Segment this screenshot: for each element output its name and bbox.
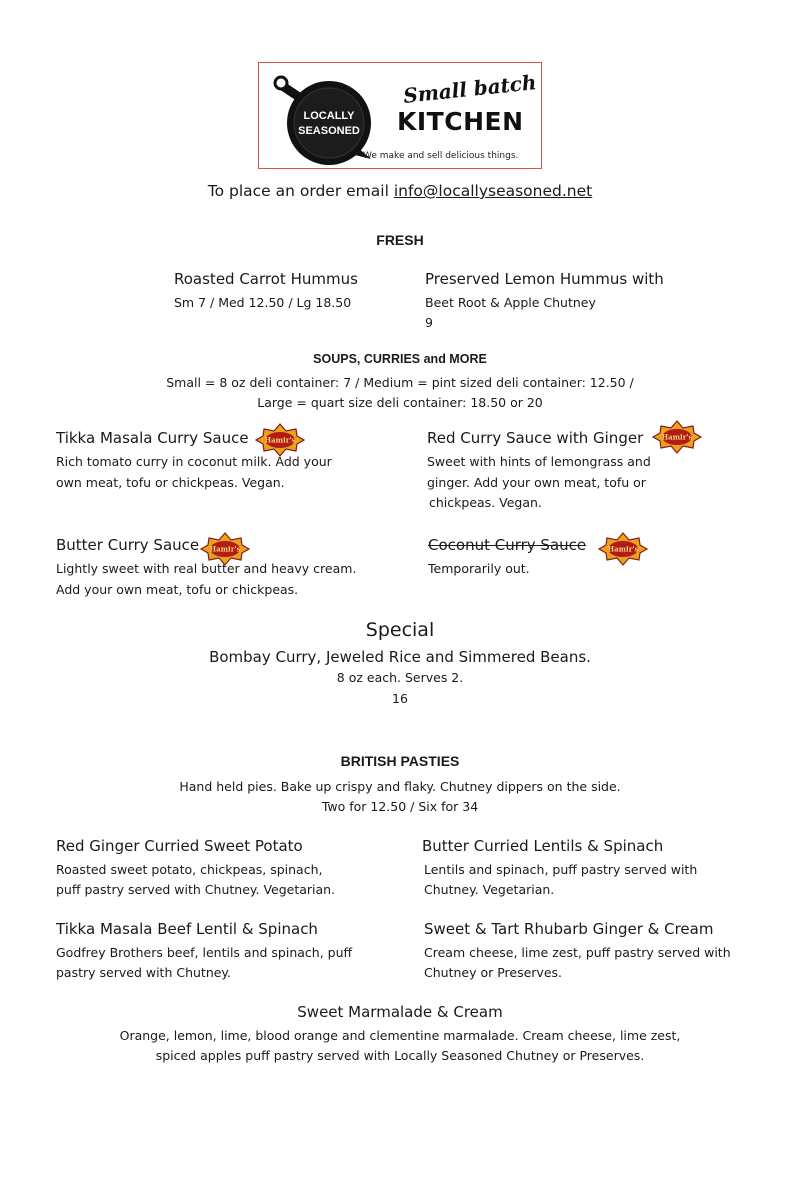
curry-item-desc: Temporarily out. bbox=[428, 561, 530, 576]
badge-label: Hamir's bbox=[661, 432, 693, 442]
brand-line1: LOCALLY bbox=[303, 110, 355, 122]
pasties-sub-line2: Two for 12.50 / Six for 34 bbox=[321, 799, 479, 814]
soups-sizes-line1: Small = 8 oz deli container: 7 / Medium = pint sized deli container: 12.50 / bbox=[166, 375, 634, 390]
pasty-item-title: Red Ginger Curried Sweet Potato bbox=[56, 837, 303, 855]
pasty-item-desc: Chutney or Preserves. bbox=[424, 965, 563, 980]
pasty-item-title: Butter Curried Lentils & Spinach bbox=[422, 837, 664, 855]
section-heading-soups: SOUPS, CURRIES and MORE bbox=[313, 352, 487, 366]
special-price: 16 bbox=[392, 691, 408, 706]
fresh-item-title: Preserved Lemon Hummus with bbox=[425, 270, 664, 288]
curry-item-title: Red Curry Sauce with Ginger bbox=[427, 429, 644, 447]
section-heading-fresh: FRESH bbox=[376, 232, 424, 248]
pasty-item-desc: Roasted sweet potato, chickpeas, spinach, bbox=[56, 862, 323, 877]
pasty-item-desc: puff pastry served with Chutney. Vegetarian. bbox=[56, 882, 336, 897]
curry-item-desc: Lightly sweet with real butter and heavy cream. bbox=[56, 561, 357, 576]
special-subtitle: Bombay Curry, Jeweled Rice and Simmered Beans. bbox=[209, 648, 591, 666]
curry-item-desc: ginger. Add your own meat, tofu or bbox=[427, 475, 646, 490]
fresh-item-desc: Sm 7 / Med 12.50 / Lg 18.50 bbox=[174, 295, 352, 310]
pasty-item-title: Sweet & Tart Rhubarb Ginger & Cream bbox=[424, 920, 714, 938]
brand-line2: SEASONED bbox=[298, 125, 360, 137]
order-prefix: To place an order email bbox=[207, 182, 394, 200]
soups-sizes-line2: Large = quart size deli container: 18.50 or 20 bbox=[257, 395, 543, 410]
pasty-item-title: Tikka Masala Beef Lentil & Spinach bbox=[56, 920, 318, 938]
pasties-sub-line1: Hand held pies. Bake up crispy and flaky. Chutney dippers on the side. bbox=[179, 779, 621, 794]
pasty-item-desc: Chutney. Vegetarian. bbox=[424, 882, 555, 897]
pasty-item-desc: Lentils and spinach, puff pastry served with bbox=[424, 862, 698, 877]
hamirs-badge-icon bbox=[598, 532, 648, 566]
fresh-item-title: Roasted Carrot Hummus bbox=[174, 270, 358, 288]
curry-item-title: Butter Curry Sauce bbox=[56, 536, 200, 554]
curry-item-desc: Sweet with hints of lemongrass and bbox=[427, 454, 651, 469]
special-desc: 8 oz each. Serves 2. bbox=[336, 670, 464, 685]
fresh-item-price: 9 bbox=[425, 315, 433, 330]
badge-label: Hamir's bbox=[209, 544, 241, 554]
order-line bbox=[0, 182, 800, 200]
curry-item-title-unavailable: Coconut Curry Sauce bbox=[428, 536, 587, 554]
fresh-item-desc: Beet Root & Apple Chutney bbox=[425, 295, 596, 310]
featured-pasty-title: Sweet Marmalade & Cream bbox=[297, 1003, 503, 1021]
featured-pasty-desc: Orange, lemon, lime, blood orange and clementine marmalade. Cream cheese, lime zest, bbox=[119, 1028, 681, 1043]
logo-tagline: We make and sell delicious things. bbox=[363, 151, 519, 161]
section-heading-pasties: BRITISH PASTIES bbox=[340, 753, 460, 769]
curry-item-desc: own meat, tofu or chickpeas. Vegan. bbox=[56, 475, 285, 490]
curry-item-desc: Add your own meat, tofu or chickpeas. bbox=[56, 582, 299, 597]
hamirs-badge-icon bbox=[652, 420, 702, 454]
skillet-icon bbox=[259, 63, 379, 168]
logo-kitchen: KITCHEN bbox=[397, 107, 524, 136]
pasty-item-desc: Cream cheese, lime zest, puff pastry served with bbox=[424, 945, 731, 960]
curry-item-title: Tikka Masala Curry Sauce bbox=[56, 429, 249, 447]
pasty-item-desc: pastry served with Chutney. bbox=[56, 965, 232, 980]
order-email-link[interactable]: info@locallyseasoned.net bbox=[393, 182, 593, 200]
featured-pasty-desc: spiced apples puff pastry served with Locally Seasoned Chutney or Preserves. bbox=[155, 1048, 645, 1063]
special-title: Special bbox=[365, 619, 435, 641]
curry-item-desc: chickpeas. Vegan. bbox=[429, 495, 542, 510]
badge-label: Hamir's bbox=[607, 544, 639, 554]
pasty-item-desc: Godfrey Brothers beef, lentils and spinach, puff bbox=[56, 945, 353, 960]
badge-label: Hamir's bbox=[264, 435, 296, 445]
logo-small-batch: Small batch bbox=[402, 70, 538, 108]
logo bbox=[258, 62, 542, 169]
curry-item-desc: Rich tomato curry in coconut milk. Add your bbox=[56, 454, 332, 469]
